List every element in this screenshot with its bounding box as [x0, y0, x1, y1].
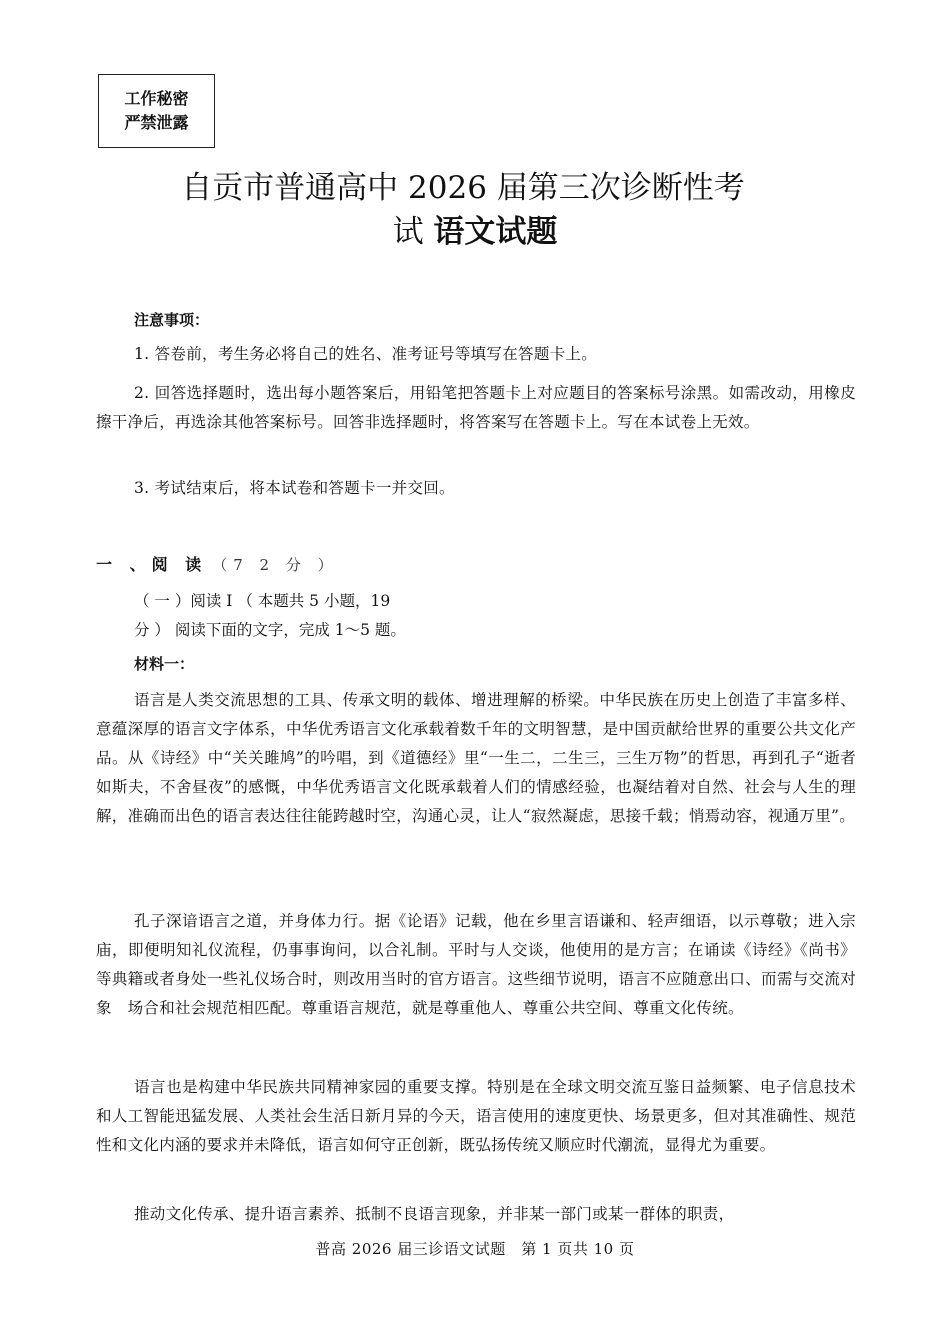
material-paragraph-1: 语言是人类交流思想的工具、传承文明的载体、增进理解的桥梁。中华民族在历史上创造了丰富多样、意蕴深厚的语言文字体系，中华优秀语言文化承载着数千年的文明智慧，是中国贡献给世界的重要公共文化产品。从《诗经》中“关关雎鸠”的吟唱，到《道德经》里“一生二，二生三，三生万物”的哲思，再到孔子“逝者如斯夫，不舍昼夜”的感慨，中华优秀语言文化既承载着人们的情感经验，也凝结着对自然、社会与人生的理解，准确而出色的语言表达往往能跨越时空，沟通心灵，让人“寂然凝虑，思接千载；悄焉动容，视通万里”。 [96, 691, 856, 825]
material-paragraph-2: 孔子深谙语言之道，并身体力行。据《论语》记载，他在乡里言语谦和、轻声细语，以示尊敬；进入宗庙，即便明知礼仪流程，仍事事询问，以合礼制。平时与人交谈，他使用的是方言；在诵读《诗经》《尚书》等典籍或者身处一些礼仪场合时，则改用当时的官方语言。这些细节说明，语言不应随意出口、而需与交流对象 场合和社会规范相匹配。尊重语言规范，就是尊重他人、尊重公共空间、尊重文化传统。 [96, 912, 856, 1017]
material-paragraph-4: 推动文化传承、提升语言素养、抵制不良语言现象，并非某一部门或某一群体的职责， [134, 1205, 735, 1223]
material-heading: 材料一： [134, 655, 195, 673]
section-score: （7 2 分 ） [212, 556, 339, 574]
stamp-line-2: 严禁泄露 [124, 113, 189, 132]
confidential-stamp [98, 74, 215, 148]
subsection-line-2: 分 ） 阅读下面的文字，完成 1～5 题。 [134, 621, 406, 639]
notice-item-2: 2. 回答选择题时，选出每小题答案后，用铅笔把答题卡上对应题目的答案标号涂黑。如需改动，用橡皮擦干净后，再选涂其他答案标号。回答非选择题时，将答案写在答题卡上。写在本试卷上无效。 [96, 384, 856, 431]
exam-subject: 语文试题 [433, 214, 558, 250]
section-title: 一 、阅 读 [96, 555, 208, 574]
notice-item-1: 1. 答卷前，考生务必将自己的姓名、准考证号等填写在答题卡上。 [134, 345, 598, 363]
notice-heading: 注意事项： [134, 311, 210, 329]
section-heading [96, 552, 339, 575]
exam-title-line-1: 自贡市普通高中 2026 届第三次诊断性考 [181, 170, 745, 206]
material-paragraph-3: 语言也是构建中华民族共同精神家园的重要支撑。特别是在全球文明交流互鉴日益频繁、电子信息技术和人工智能迅猛发展、人类社会生活日新月异的今天，语言使用的速度更快、场景更多，但对其准确性、规范性和文化内涵的要求并未降低，语言如何守正创新，既弘扬传统又顺应时代潮流，显得尤为重要。 [96, 1078, 856, 1154]
page-footer: 普高 2026 届三诊语文试题 第 1 页共 10 页 [315, 1240, 635, 1258]
exam-title-line-2 [0, 206, 950, 251]
notice-item-3: 3. 考试结束后，将本试卷和答题卡一并交回。 [134, 479, 455, 497]
stamp-line-1: 工作秘密 [124, 89, 189, 108]
subsection-line-1: （ 一 ）阅读 I （ 本题共 5 小题，19 [134, 592, 391, 610]
exam-title-line-2-prefix: 试 [392, 214, 424, 250]
